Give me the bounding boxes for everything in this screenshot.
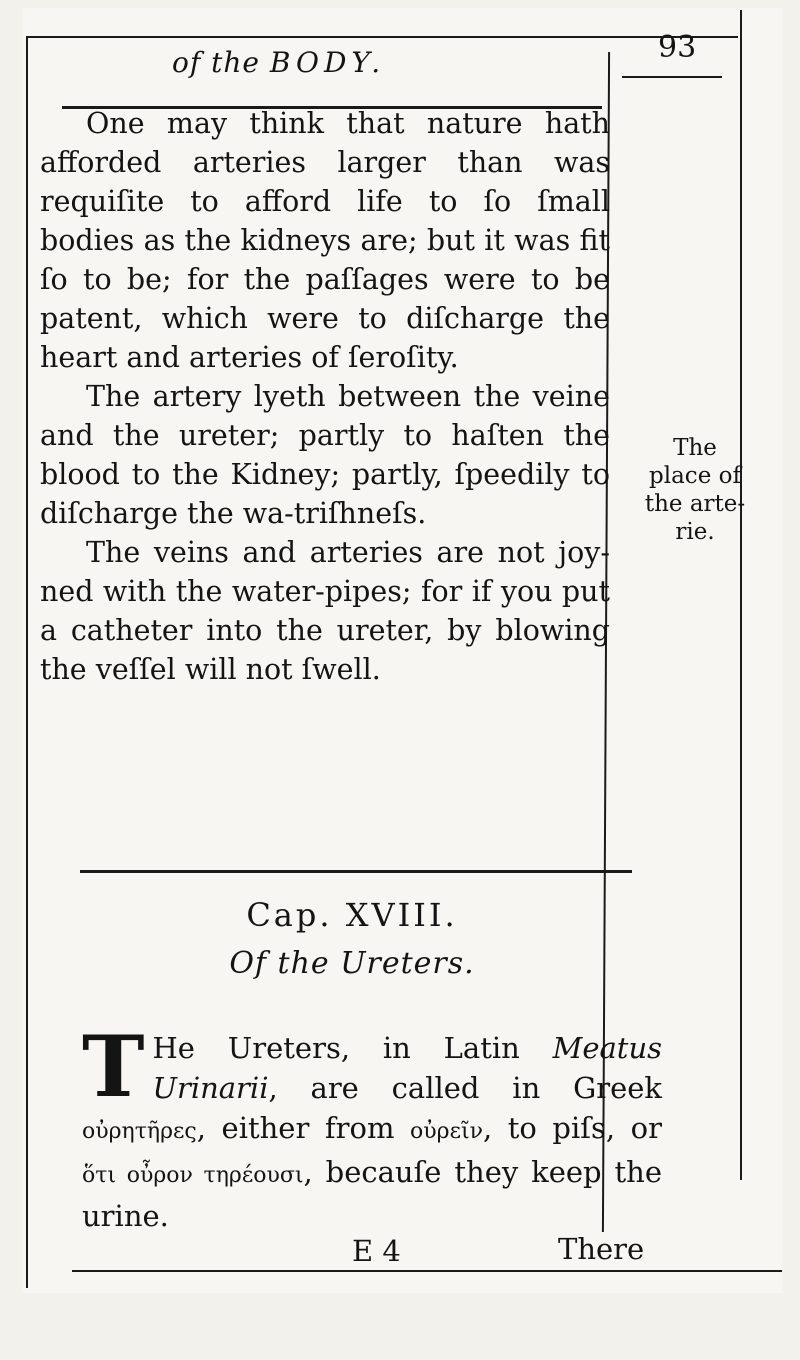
bottom-border-rule [72,1270,782,1272]
drop-cap: T [82,1017,145,1116]
top-border-rule [26,36,738,38]
running-head [172,46,385,79]
chapter-text-start: He Ureters, in Latin [152,1031,553,1065]
right-border-rule [740,10,742,1180]
paragraph: One may think that nature hath afforded arteries larger than was requiſite to afford life to ſo ſmall bodies as the kidneys are; but it was fit ſo to be; for the paſſages were to be patent, which were to diſcharge the heart and arteries of ſeroſity. [40,107,610,374]
greek-word: οὐρητῆρες [82,1119,197,1144]
book-page [22,8,782,1293]
signature-mark: E 4 [352,1234,401,1268]
section-divider-rule [80,870,632,873]
page-number: 93 [658,30,697,65]
chapter-subtitle: Of the Ureters. [229,946,475,981]
catchword: There [558,1232,645,1266]
running-head-prefix: of the [172,46,260,79]
folio-underline [622,76,722,78]
chapter-text-mid2: , either from [196,1111,411,1145]
margin-note: The place of the arte-rie. [644,435,746,545]
running-head-caps: BODY. [269,46,386,79]
paragraph: The artery lyeth between the veine and the ureter; partly to haſten the blood to the Kidney; partly, ſpeedily to diſcharge the wa-triſhneſs. [40,380,610,530]
left-border-rule [26,38,28,1288]
chapter-text-mid3: , to piſs, or [482,1111,662,1145]
chapter-text-end: , becauſe they keep the urine. [82,1155,662,1233]
chapter-text-mid1: , are called in Greek [268,1071,662,1105]
body-text [40,104,610,689]
greek-word: οὐρεῖν [410,1119,483,1144]
paragraph: The veins and arteries are not joy-ned with the water-pipes; for if you put a catheter into the ureter, by blowing the veſſel will not ſwell. [40,536,610,686]
latin-term: Meatus Urinarii [152,1031,662,1105]
chapter-title: Cap. XVIII. [246,896,458,934]
chapter-text [82,1017,662,1236]
greek-phrase: ὅτι οὖρον τηρέουσι [82,1163,304,1188]
